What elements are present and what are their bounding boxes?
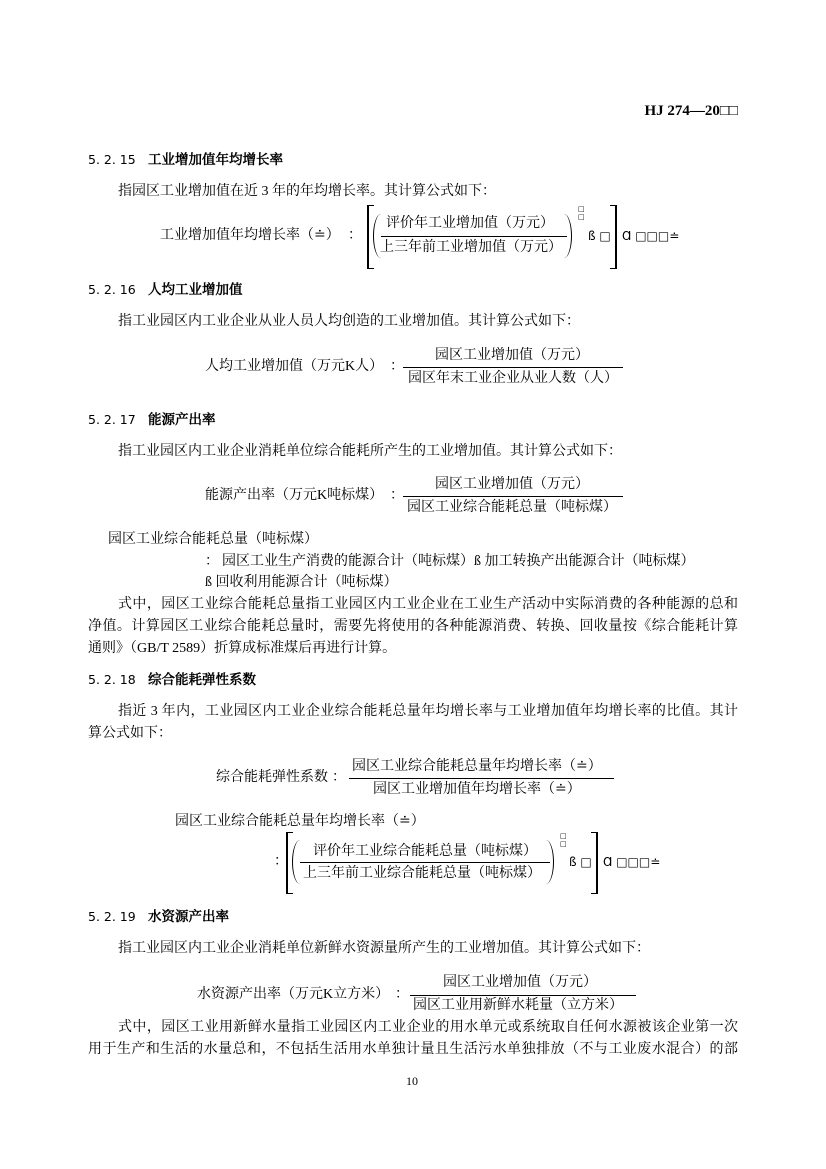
section-intro-5-2-18: 指近 3 年内，工业园区内工业企业综合能耗总量年均增长率与工业增加值年均增长率的比值。其计 [118,704,738,719]
section-intro-5-2-19: 指工业园区内工业企业消耗单位新鲜水资源量所产生的工业增加值。其计算公式如下： [118,941,650,956]
formula-equals: ： [332,770,346,785]
section-intro-5-2-16: 指工业园区内工业企业从业人员人均创造的工业增加值。其计算公式如下： [118,314,580,329]
fraction-denominator: 园区工业增加值年均增长率（≐） [373,782,581,797]
formula-equals: ： [274,854,288,869]
formula-inner-tail: ß □ [569,855,592,869]
definition-line-2: ß 回收利用能源合计（吨标煤） [205,575,398,590]
section-intro-5-2-15: 指园区工业增加值在近 3 年的年均增长率。其计算公式如下： [118,184,496,199]
section-title-5-2-15: 工业增加值年均增长率 [148,152,283,168]
section-number-5-2-19: 5. 2. 19 [88,909,136,924]
section-intro-5-2-18-cont: 算公式如下： [88,726,172,741]
fraction-denominator: 园区工业综合能耗总量（吨标煤） [407,500,617,515]
definition-equals: ： [205,554,219,569]
formula-equals: ： [348,228,362,243]
fraction-numerator: 园区工业增加值（万元） [443,975,597,990]
formula-lhs: 人均工业增加值（万元K人） [205,359,384,374]
formula-lhs: 能源产出率（万元K吨标煤） [205,488,384,503]
exponent-bottom: □ [578,213,585,221]
formula-lhs: 工业增加值年均增长率（≐） [160,228,340,243]
formula-equals: ： [395,987,409,1002]
section-title-5-2-19: 水资源产出率 [148,909,229,925]
fraction-bar [381,236,567,237]
standard-code: HJ 274—20□□ [644,103,738,119]
note-line: 净值。计算园区工业综合能耗总量时，需要先将使用的各种能源消费、转换、回收量按《综合能耗计算 [88,619,738,634]
section-number-5-2-17: 5. 2. 17 [88,412,136,427]
fraction-numerator: 园区工业增加值（万元） [435,348,589,363]
right-square-bracket [610,205,617,269]
formula-outer-tail: Ɑ □□□≐ [603,855,661,869]
fraction-bar [349,778,614,779]
exponent-top: □ [578,205,585,213]
formula-lhs: 园区工业综合能耗总量年均增长率（≐） [175,814,425,829]
section-number-5-2-18: 5. 2. 18 [88,672,136,687]
note-line: 式中，园区工业综合能耗总量指工业园区内工业企业在工业生产活动中实际消费的各种能源的总和 [118,597,738,612]
note-line: 通则》（GB/T 2589）折算成标准煤后再进行计算。 [88,641,397,656]
definition-term: 园区工业综合能耗总量（吨标煤） [108,532,318,547]
section-number-5-2-16: 5. 2. 16 [88,282,136,297]
formula-outer-tail: Ɑ □□□≐ [622,229,680,243]
note-line: 用于生产和生活的水量总和，不包括生活用水单独计量且生活污水单独排放（不与工业废水混合）的部 [88,1042,738,1057]
right-parenthesis [546,840,554,884]
formula-lhs: 水资源产出率（万元K立方米） [197,987,390,1002]
formula-inner-tail: ß □ [588,229,611,243]
section-number-5-2-15: 5. 2. 15 [88,152,136,167]
note-line: 式中，园区工业用新鲜水量指工业园区内工业企业的用水单元或系统取自任何水源被该企业第一次 [118,1020,738,1035]
fraction-denominator: 上三年前工业增加值（万元） [380,240,562,255]
fraction-bar [403,367,623,368]
left-parenthesis [292,840,300,884]
fraction-numerator: 园区工业增加值（万元） [435,477,589,492]
fraction-denominator: 园区工业用新鲜水耗量（立方米） [413,998,623,1013]
page-number: 10 [406,1074,418,1088]
exponent-top: □ [560,832,567,840]
right-square-bracket [591,832,598,894]
section-title-5-2-16: 人均工业增加值 [148,282,243,298]
definition-line-1: 园区工业生产消费的能源合计（吨标煤）ß 加工转换产出能源合计（吨标煤） [222,554,695,569]
section-intro-5-2-17: 指工业园区内工业企业消耗单位综合能耗所产生的工业增加值。其计算公式如下： [118,444,622,459]
fraction-bar [410,995,636,996]
fraction-denominator: 上三年前工业综合能耗总量（吨标煤） [303,866,541,881]
fraction-numerator: 评价年工业综合能耗总量（吨标煤） [313,844,537,859]
right-parenthesis [564,214,572,258]
formula-equals: ： [390,359,404,374]
exponent-bottom: □ [560,840,567,848]
section-title-5-2-17: 能源产出率 [148,412,216,428]
fraction-bar [403,496,623,497]
fraction-numerator: 评价年工业增加值（万元） [386,216,554,231]
fraction-numerator: 园区工业综合能耗总量年均增长率（≐） [352,759,602,774]
formula-equals: ： [390,488,404,503]
section-title-5-2-18: 综合能耗弹性系数 [148,672,256,688]
fraction-bar [300,862,550,863]
fraction-denominator: 园区年末工业企业从业人数（人） [408,371,618,386]
formula-lhs: 综合能耗弹性系数 [216,770,328,785]
